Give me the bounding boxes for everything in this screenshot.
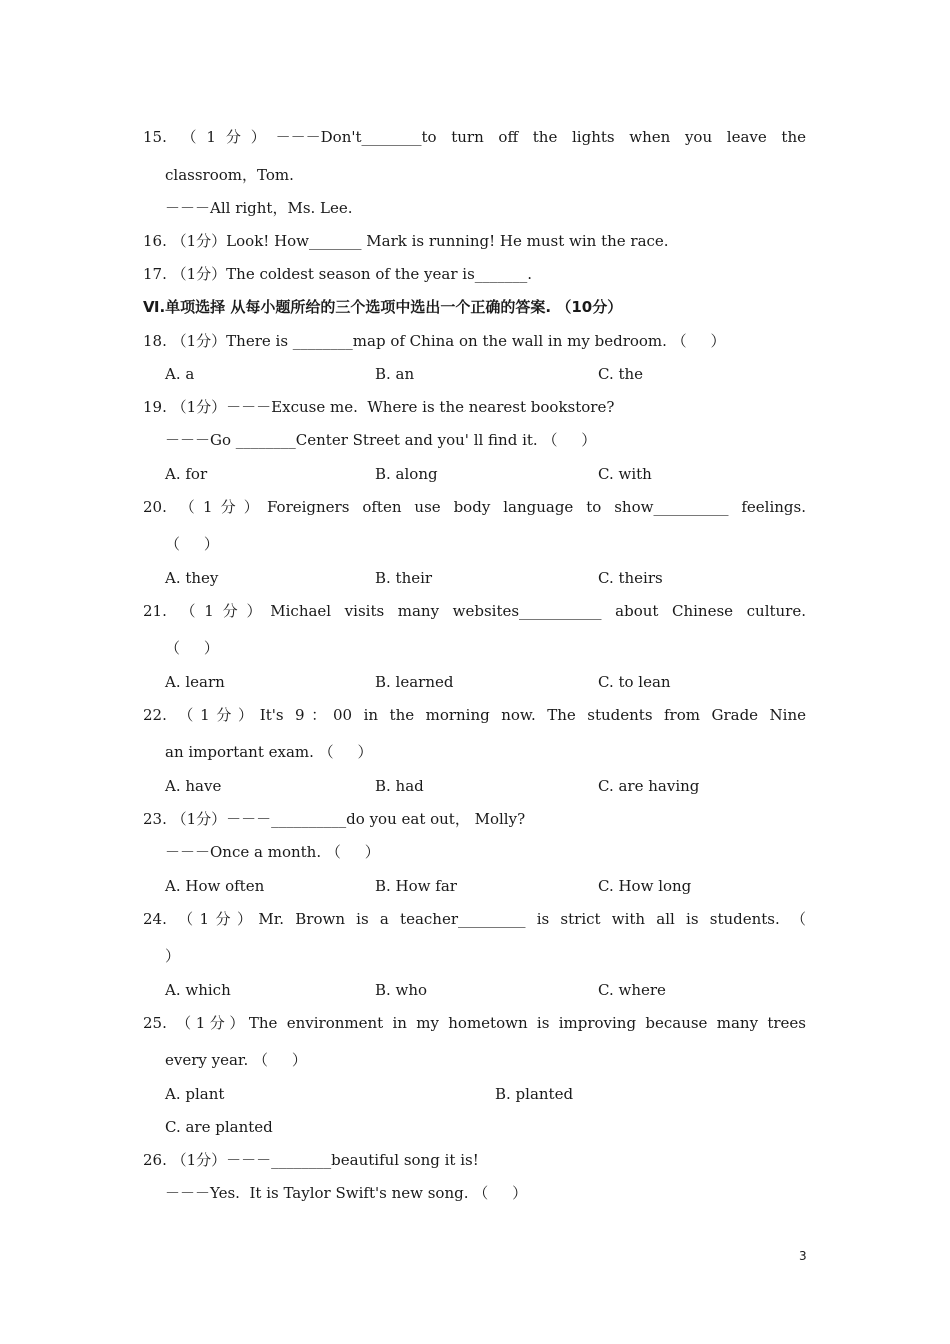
q22-options (165, 776, 825, 796)
q24-line1: 24. （1分）Mr. Brown is a teacher_________ is strict with all is students. （ (143, 910, 806, 928)
q21-option-c[interactable]: C. to lean (598, 673, 671, 691)
q25-options-row1 (165, 1084, 825, 1104)
q20-option-c[interactable]: C. theirs (598, 569, 663, 587)
q20-option-a[interactable]: A. they (165, 569, 219, 587)
q25-line1: 25. （1分）The environment in my hometown is improving because many trees (143, 1014, 806, 1032)
q18-options (165, 364, 825, 384)
q19-option-a[interactable]: A. for (165, 465, 208, 483)
q24-line2: ） (165, 947, 181, 965)
q19-option-b[interactable]: B. along (375, 465, 438, 483)
section-6-heading: Ⅵ.单项选择 从每小题所给的三个选项中选出一个正确的答案. （10分） (143, 298, 623, 316)
q19-options (165, 464, 825, 484)
q24-options (165, 980, 825, 1000)
q26-line2: －－－Yes. It is Taylor Swift's new song. （ ） (165, 1184, 528, 1202)
q23-option-b[interactable]: B. How far (375, 877, 457, 895)
q23-option-a[interactable]: A. How often (165, 877, 265, 895)
q21-option-a[interactable]: A. learn (165, 673, 225, 691)
q22-option-c[interactable]: C. are having (598, 777, 700, 795)
q16-line1: 16. （1分）Look! How_______ Mark is running! He must win the race. (143, 232, 669, 250)
q18-option-c[interactable]: C. the (598, 365, 644, 383)
q21-line1: 21. （1分）Michael visits many websites___________ about Chinese culture. (143, 602, 806, 620)
page-number: 3 (799, 1249, 807, 1263)
q18-option-a[interactable]: A. a (165, 365, 195, 383)
q25-option-b[interactable]: B. planted (495, 1085, 574, 1103)
q18-line1: 18. （1分）There is ________map of China on the wall in my bedroom. （ ） (143, 332, 726, 350)
q24-option-b[interactable]: B. who (375, 981, 428, 999)
q19-line1: 19. （1分）－－－Excuse me. Where is the nearest bookstore? (143, 398, 615, 416)
q19-line2: －－－Go ________Center Street and you' ll find it. （ ） (165, 431, 597, 449)
q26-line1: 26. （1分）－－－________beautiful song it is! (143, 1151, 479, 1169)
q24-option-a[interactable]: A. which (165, 981, 231, 999)
q21-option-b[interactable]: B. learned (375, 673, 454, 691)
q15-line2: classroom，Tom. (165, 166, 294, 184)
q25-options-row2 (165, 1117, 825, 1137)
q22-line1: 22. （1分）It's 9：00 in the morning now. The students from Grade Nine (143, 706, 806, 724)
q15-line3: －－－All right，Ms. Lee. (165, 199, 353, 217)
q23-options (165, 876, 825, 896)
q22-line2: an important exam. （ ） (165, 743, 373, 761)
q21-line2: （ ） (165, 639, 219, 657)
q20-options (165, 568, 825, 588)
q20-line2: （ ） (165, 535, 219, 553)
q22-option-b[interactable]: B. had (375, 777, 424, 795)
q23-option-c[interactable]: C. How long (598, 877, 692, 895)
q18-option-b[interactable]: B. an (375, 365, 415, 383)
q23-line2: －－－Once a month. （ ） (165, 843, 380, 861)
q23-line1: 23. （1分）－－－__________do you eat out， Molly? (143, 810, 526, 828)
q20-line1: 20. （1分）Foreigners often use body language to show__________ feelings. (143, 498, 806, 516)
q15-line1: 15. （1分）－－－Don't________to turn off the lights when you leave the (143, 128, 806, 146)
q19-option-c[interactable]: C. with (598, 465, 652, 483)
q25-option-c[interactable]: C. are planted (165, 1118, 273, 1136)
q24-option-c[interactable]: C. where (598, 981, 666, 999)
q17-line1: 17. （1分）The coldest season of the year is_______. (143, 265, 533, 283)
q25-line2: every year. （ ） (165, 1051, 307, 1069)
q22-option-a[interactable]: A. have (165, 777, 222, 795)
q20-option-b[interactable]: B. their (375, 569, 433, 587)
q21-options (165, 672, 825, 692)
q25-option-a[interactable]: A. plant (165, 1085, 225, 1103)
